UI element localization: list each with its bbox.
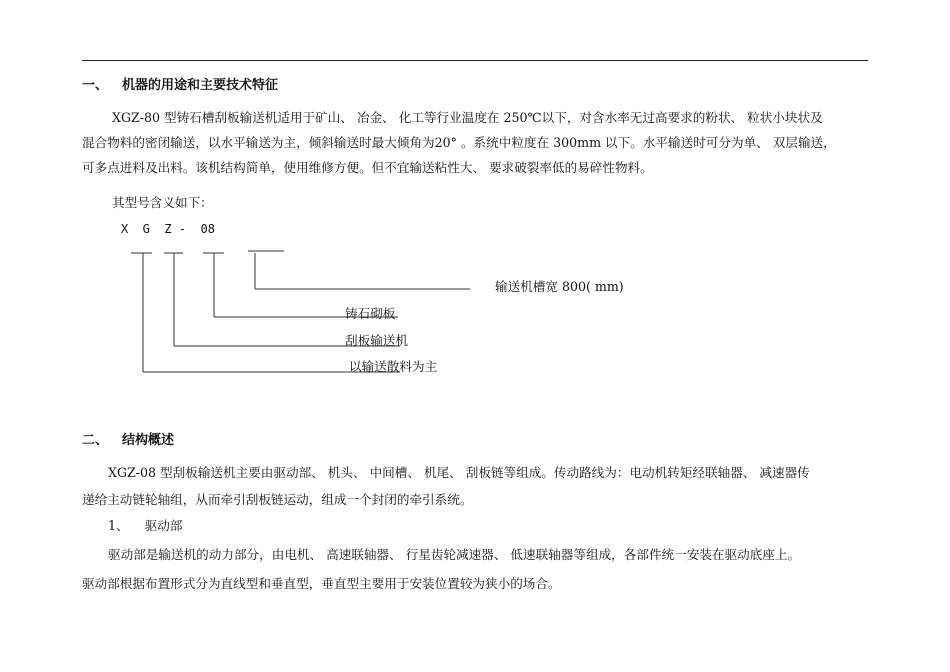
label-scraper: 刮板输送机 bbox=[345, 333, 408, 348]
label-cast-stone: 铸石砌板 bbox=[345, 306, 396, 321]
section-2-heading bbox=[82, 429, 174, 448]
section-1-paragraph-line-3: 可多点进料及出料。该机结构简单，使用维修方便。但不宜输送粘性大、 要求破裂率低的易碎性物料。 bbox=[82, 160, 653, 175]
section-2-paragraph-line-1: XGZ-08 型刮板输送机主要由驱动部、 机头、 中间槽、 机尾、 刮板链等组成。传动路线为：电动机转矩经联轴器、 减速器传 bbox=[108, 465, 810, 480]
subsection-paragraph-line-1: 驱动部是输送机的动力部分，由电机、 高速联轴器、 行星齿轮减速器、 低速联轴器等组成，各部件统一安装在驱动底座上。 bbox=[108, 547, 801, 562]
section-2-paragraph-line-2: 递给主动链轮轴组，从而牵引刮板链运动，组成一个封闭的牵引系统。 bbox=[82, 492, 473, 507]
subsection-number: 1、 bbox=[108, 518, 129, 533]
model-intro: 其型号含义如下： bbox=[112, 195, 213, 210]
section-1-title: 机器的用途和主要技术特征 bbox=[122, 78, 279, 93]
section-2-number: 二、 bbox=[82, 433, 109, 448]
section-1-paragraph-line-1: XGZ-80 型铸石槽刮板输送机适用于矿山、 冶金、 化工等行业温度在 250℃以下，对含水率无过高要求的粉状、 粒状小块状及 bbox=[112, 110, 823, 125]
model-code: X G Z - 08 bbox=[121, 222, 215, 236]
label-bulk: 以输送散料为主 bbox=[349, 359, 438, 374]
label-width: 输送机槽宽 800( mm) bbox=[495, 279, 624, 294]
subsection-paragraph-line-2: 驱动部根据布置形式分为直线型和垂直型，垂直型主要用于安装位置较为狭小的场合。 bbox=[82, 576, 561, 591]
section-2-title: 结构概述 bbox=[122, 433, 175, 448]
subsection-title: 驱动部 bbox=[144, 518, 183, 533]
section-1-paragraph-line-2: 混合物料的密闭输送，以水平输送为主，倾斜输送时最大倾角为20° 。系统中粒度在 300mm 以下。水平输送时可分为单、 双层输送， bbox=[82, 135, 836, 150]
subsection-heading bbox=[108, 514, 182, 538]
section-1-number: 一、 bbox=[82, 78, 109, 93]
